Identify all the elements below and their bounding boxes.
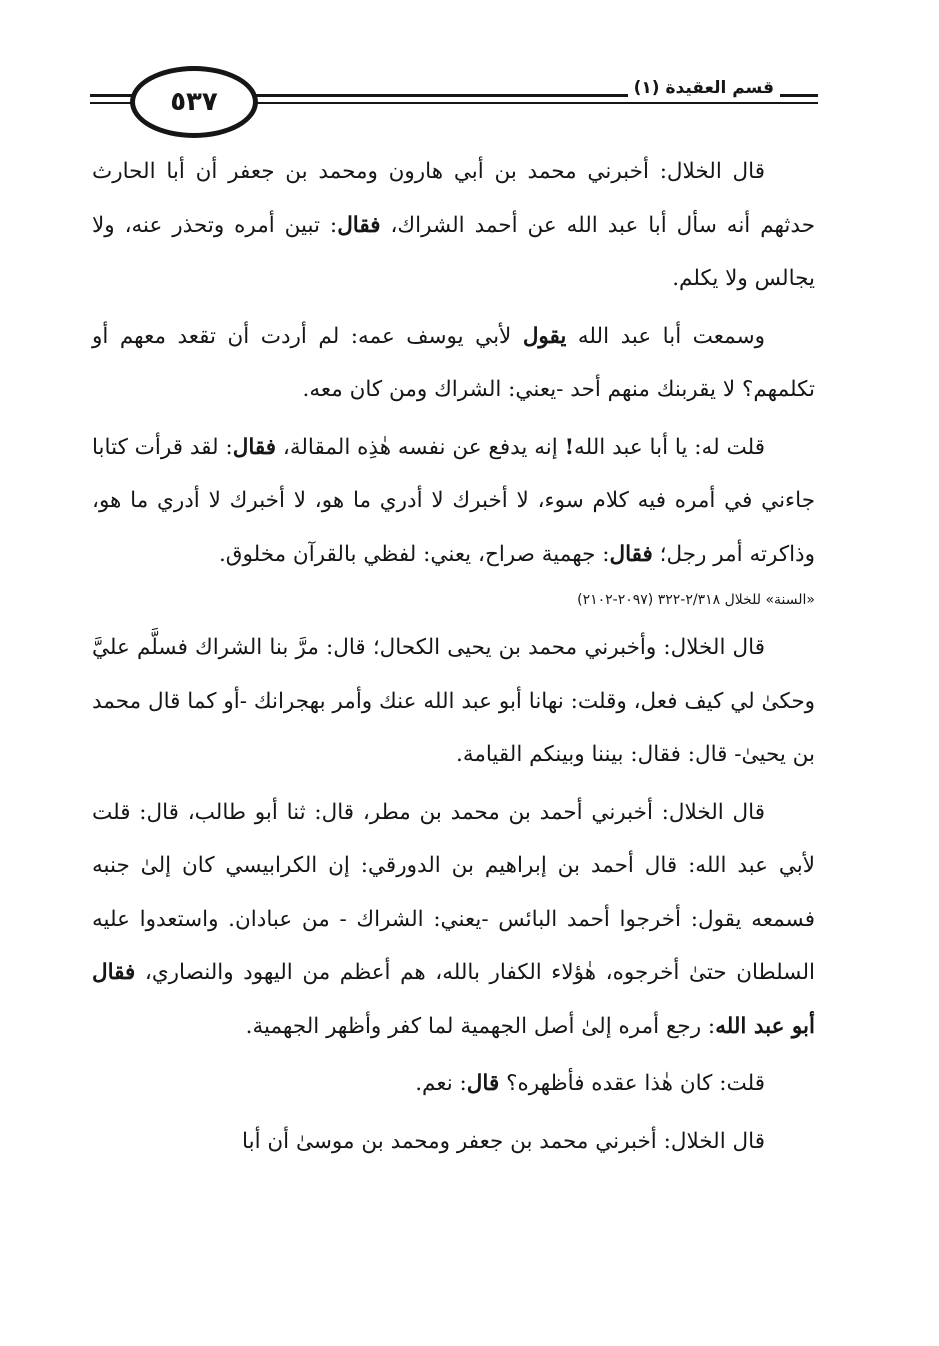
- text-segment: قال الخلال: وأخبرني محمد بن يحيى الكحال؛ قال: مرَّ بنا الشراك فسلَّم عليَّ وحكىٰ لي كيف فعل، وقلت: نهانا أبو عبد الله عنك وأمر بهجرانك -أو كما قال محمد بن يحيىٰ- قال: فقال: بيننا وبينكم القيامة.: [92, 635, 815, 767]
- bold-segment: !: [564, 434, 575, 460]
- text-segment: : جهمية صراح، يعني: لفظي بالقرآن مخلوق.: [218, 541, 610, 567]
- paragraph: [92, 1057, 815, 1111]
- text-segment: إنه يدفع عن نفسه هٰذِه المقالة،: [276, 434, 565, 460]
- text-segment: : لقد قرأت كتابا جاءني في أمره فيه كلام سوء، لا أخبرك لا أدري ما هو، لا أخبرك لا أدري ما هو، وذاكرته أمر رجل؛: [92, 434, 815, 567]
- bold-segment: فقال أبو عبد الله: [92, 960, 815, 1039]
- text-segment: قلت له: يا أبا عبد الله: [574, 434, 765, 460]
- paragraph: [92, 621, 815, 782]
- text-segment: : رجع أمره إلىٰ أصل الجهمية لما كفر وأظهر الجهمية.: [245, 1013, 716, 1039]
- text-segment: وسمعت أبا عبد الله: [566, 323, 765, 349]
- paragraph: [92, 145, 815, 306]
- text-segment: : تبين أمره وتحذر عنه، ولا يجالس ولا يكلم.: [92, 212, 815, 291]
- bold-segment: قال: [466, 1071, 500, 1096]
- running-title: قسم العقيدة (١): [628, 78, 780, 98]
- paragraph: [92, 310, 815, 417]
- text-segment: قال الخلال: أخبرني محمد بن جعفر ومحمد بن موسىٰ أن أبا: [242, 1128, 765, 1154]
- text-segment: قال الخلال: أخبرني أحمد بن محمد بن مطر، قال: ثنا أبو طالب، قال: قلت لأبي عبد الله: قال أحمد بن إبراهيم بن الدورقي: إن الكرابيسي كان إلىٰ جنبه فسمعه يقول: أخرجوا أحمد البائس -يعني: الشراك - من عبادان. واستعدوا عليه السلطان حتىٰ أخرجوه، هٰؤلاء الكفار بالله، هم أعظم من اليهود والنصاري،: [92, 799, 815, 985]
- bold-segment: فقال: [232, 434, 277, 460]
- paragraph: [92, 786, 815, 1054]
- bold-segment: يقول: [522, 323, 567, 349]
- text-segment: لأبي يوسف عمه: لم أردت أن تقعد معهم أو تكلمهم؟ لا يقربنك منهم أحد -يعني: الشراك ومن كان معه.: [92, 323, 815, 402]
- text-segment: قال الخلال: أخبرني محمد بن أبي هارون ومحمد بن جعفر أن أبا الحارث حدثهم أنه سأل أبا عبد الله عن أحمد الشراك،: [92, 159, 815, 238]
- page-header: [90, 64, 818, 134]
- page-body: [92, 145, 815, 1168]
- bold-segment: فقال: [337, 212, 381, 238]
- text-segment: : نعم.: [415, 1071, 467, 1096]
- bold-segment: فقال: [609, 541, 653, 567]
- text-segment: قلت: كان هٰذا عقده فأظهره؟: [499, 1071, 765, 1096]
- page-number: ٥٣٧: [130, 66, 258, 138]
- paragraph: [92, 1115, 815, 1169]
- header-rule-right-thin: [240, 102, 818, 104]
- paragraph: [92, 421, 815, 582]
- source-reference: «السنة» للخلال ٢/٣١٨-٣٢٢ (٢٠٩٧-٢١٠٢): [577, 592, 815, 608]
